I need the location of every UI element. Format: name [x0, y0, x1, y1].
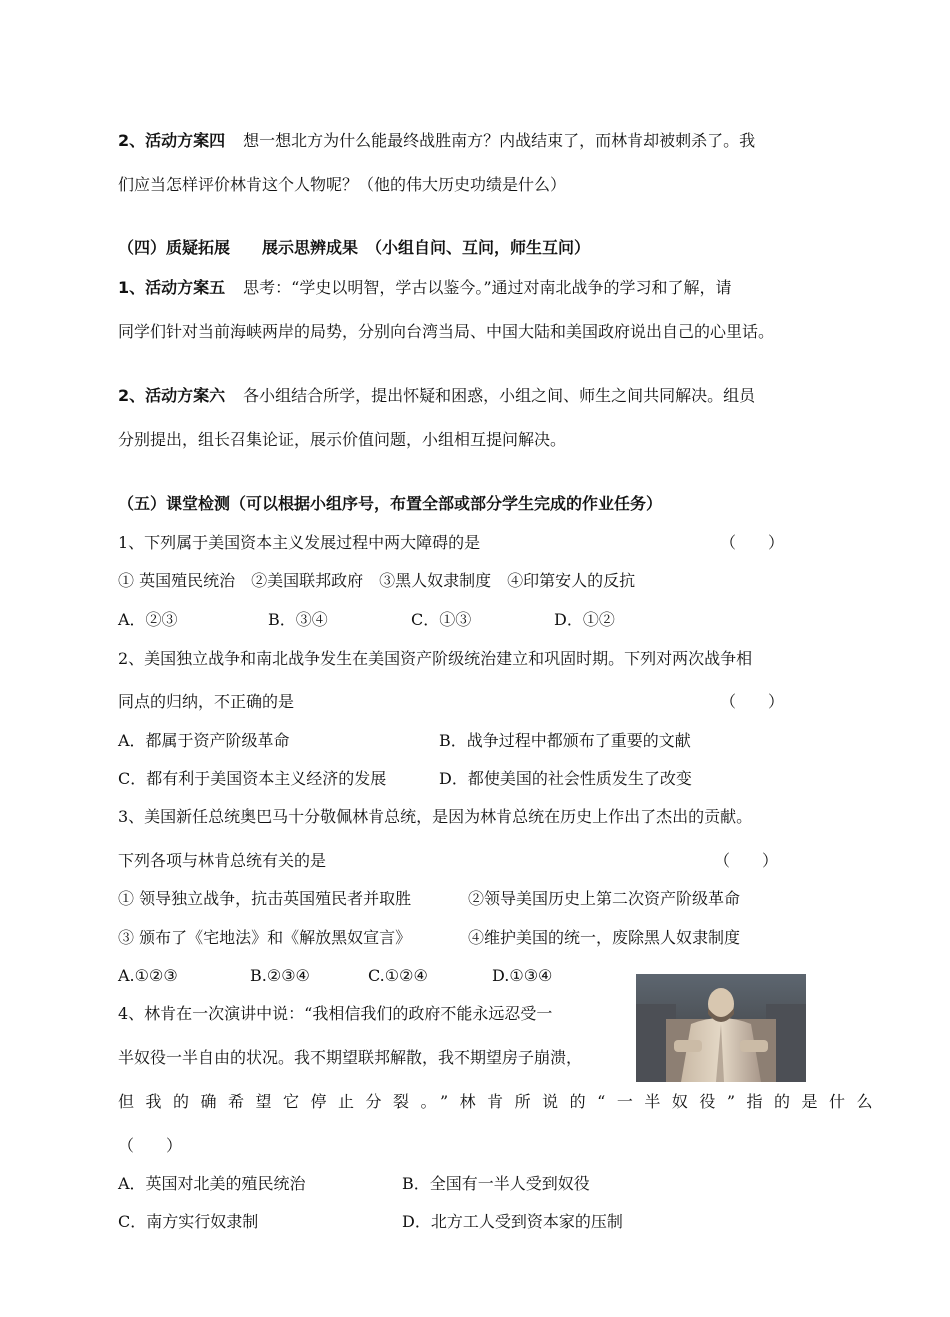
- question-2-stem-line2: 同点的归纳，不正确的是: [118, 692, 295, 711]
- question-3-answer-bracket: （ ）: [714, 851, 779, 870]
- activity-plan-6-line2: 分别提出，组长召集论证，展示价值问题，小组相互提问解决。: [118, 430, 567, 449]
- activity-plan-4-label: 2、活动方案四: [118, 131, 226, 150]
- question-1-option-d: D．①②: [554, 610, 615, 629]
- activity-plan-6-label: 2、活动方案六: [118, 386, 226, 405]
- question-3-stem-line1: 3、美国新任总统奥巴马十分敬佩林肯总统，是因为林肯总统在历史上作出了杰出的贡献。: [118, 807, 753, 826]
- section-5-heading: （五）课堂检测（可以根据小组序号，布置全部或部分学生完成的作业任务）: [118, 494, 663, 513]
- question-4-option-c: C．南方实行奴隶制: [118, 1212, 259, 1231]
- activity-plan-4-line2: 们应当怎样评价林肯这个人物呢？（他的伟大历史功绩是什么）: [118, 175, 567, 194]
- question-1-answer-bracket: （ ）: [720, 533, 785, 552]
- question-1-items: ① 英国殖民统治 ②美国联邦政府 ③黑人奴隶制度 ④印第安人的反抗: [118, 571, 636, 590]
- question-2-answer-bracket: （ ）: [720, 692, 785, 711]
- question-4-answer-bracket: （ ）: [118, 1136, 183, 1155]
- question-4-stem-line1: 4、林肯在一次演讲中说：“我相信我们的政府不能永远忍受一: [118, 1004, 553, 1023]
- question-3-item-2: ②领导美国历史上第二次资产阶级革命: [468, 889, 741, 908]
- question-2-stem-line1: 2、美国独立战争和南北战争发生在美国资产阶级统治建立和巩固时期。下列对两次战争相: [118, 649, 753, 668]
- question-4-option-d: D．北方工人受到资本家的压制: [402, 1212, 623, 1231]
- question-3-stem-line2: 下列各项与林肯总统有关的是: [118, 851, 327, 870]
- activity-plan-6-line1: [118, 386, 755, 406]
- question-2-option-d: D．都使美国的社会性质发生了改变: [439, 769, 692, 788]
- question-1-option-c: C．①③: [411, 610, 472, 629]
- activity-plan-5-label: 1、活动方案五: [118, 278, 226, 297]
- question-4-option-a: A．英国对北美的殖民统治: [118, 1174, 306, 1193]
- question-1-stem: 1、下列属于美国资本主义发展过程中两大障碍的是: [118, 533, 481, 552]
- question-3-option-b: B.②③④: [250, 966, 310, 985]
- question-3-item-4: ④维护美国的统一，废除黑人奴隶制度: [468, 928, 741, 947]
- question-3-option-a: A.①②③: [118, 966, 178, 985]
- activity-plan-5-text1: 思考：“学史以明智，学古以鉴今。”通过对南北战争的学习和了解，请: [243, 278, 732, 297]
- question-2-option-b: B．战争过程中都颁布了重要的文献: [439, 731, 691, 750]
- question-2-option-c: C．都有利于美国资本主义经济的发展: [118, 769, 387, 788]
- section-4-heading: （四）质疑拓展 展示思辨成果 （小组自问、互问，师生互问）: [118, 238, 591, 257]
- question-2-option-a: A．都属于资产阶级革命: [118, 731, 290, 750]
- question-4-stem-line2: 半奴役一半自由的状况。我不期望联邦解散，我不期望房子崩溃，: [118, 1048, 583, 1067]
- question-1-option-b: B．③④: [268, 610, 328, 629]
- activity-plan-4-text1: 想一想北方为什么能最终战胜南方？内战结束了，而林肯却被刺杀了。我: [243, 131, 756, 150]
- activity-plan-5-line2: 同学们针对当前海峡两岸的局势，分别向台湾当局、中国大陆和美国政府说出自己的心里话。: [118, 322, 775, 341]
- question-4-stem-line3: 但我的确希望它停止分裂。”林肯所说的“一半奴役”指的是什么: [118, 1092, 885, 1111]
- lincoln-statue-photo: [636, 974, 806, 1082]
- question-1-option-a: A．②③: [118, 610, 178, 629]
- activity-plan-5-line1: [118, 278, 732, 298]
- question-3-item-3: ③ 颁布了《宅地法》和《解放黑奴宣言》: [118, 928, 412, 947]
- activity-plan-6-text1: 各小组结合所学，提出怀疑和困惑，小组之间、师生之间共同解决。组员: [243, 386, 756, 405]
- activity-plan-4-line1: [118, 131, 755, 151]
- question-3-option-c: C.①②④: [368, 966, 428, 985]
- question-4-option-b: B．全国有一半人受到奴役: [402, 1174, 590, 1193]
- question-3-option-d: D.①③④: [492, 966, 553, 985]
- question-3-item-1: ① 领导独立战争，抗击英国殖民者并取胜: [118, 889, 412, 908]
- lincoln-statue-image: [636, 974, 806, 1082]
